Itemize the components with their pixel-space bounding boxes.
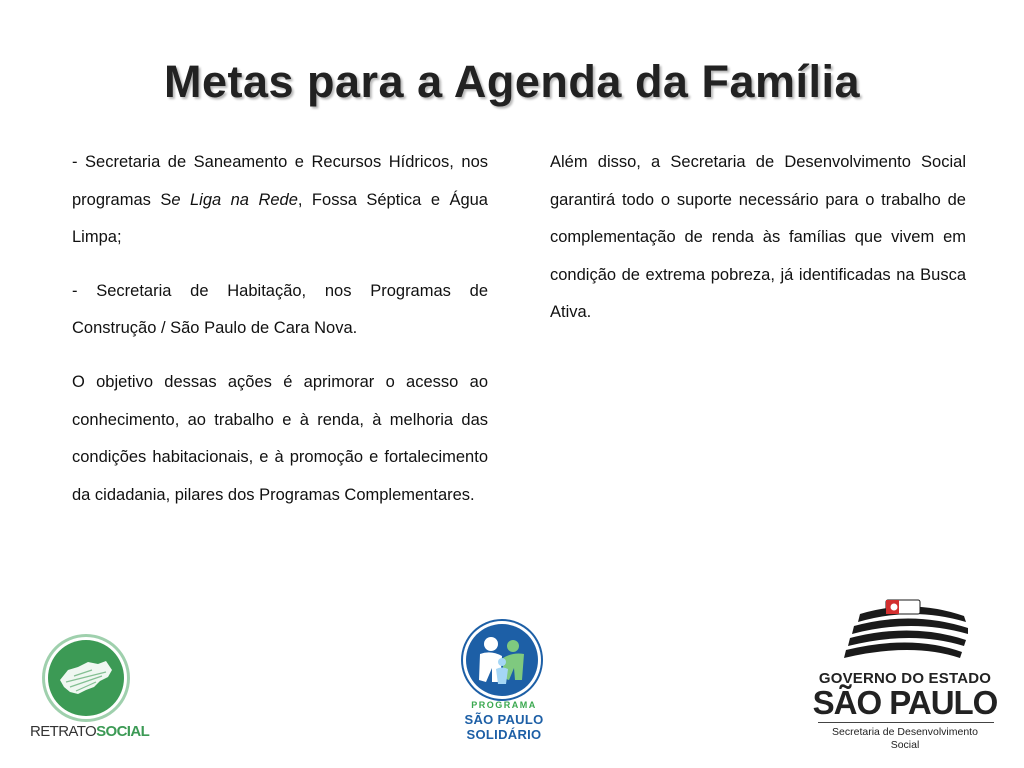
paragraph-objetivo: O objetivo dessas ações é aprimorar o acesso ao conhecimento, ao trabalho e à renda, à melhoria das condições habitacionais, e à promoção e fortalecimento da cidadania, pilares dos Programas Complementares. — [72, 372, 488, 504]
logo-divider — [818, 722, 994, 723]
secretaria-label — [812, 726, 998, 752]
sao-paulo-label: SÃO PAULO — [464, 712, 544, 727]
paragraph-saneamento-end: , Fossa Séptica e Água Limpa; — [72, 190, 488, 247]
solidario-label: SOLIDÁRIO — [466, 727, 542, 742]
paragraph-saneamento — [72, 144, 488, 257]
secretaria-line-1: Secretaria de Desenvolvimento — [832, 726, 978, 738]
paragraph-habitacao: - Secretaria de Habitação, nos Programas de Construção / São Paulo de Cara Nova. — [72, 281, 488, 338]
paragraph-saneamento-start: - Secretaria de Saneamento e Recursos Hídricos, nos programas S — [72, 153, 488, 209]
retrato-word: RETRATO — [30, 723, 97, 740]
paragraph-desenvolvimento-social: Além disso, a Secretaria de Desenvolvimento Social garantirá todo o suporte necessário para o trabalho de complementação de renda às famílias que vivem em condição de extrema pobreza, já identificadas na Busca Ativa. — [550, 153, 966, 322]
sao-paulo-wordmark: SÃO PAULO — [812, 684, 998, 721]
page-title: Metas para a Agenda da Família — [163, 56, 861, 108]
state-flag-emblem-icon — [842, 596, 972, 677]
governo-do-estado-label: GOVERNO DO ESTADO — [818, 670, 992, 687]
retrato-social-wordmark — [30, 723, 150, 740]
programa-label: PROGRAMA — [471, 700, 537, 710]
right-text-column — [550, 144, 966, 348]
family-figures-icon — [466, 624, 538, 696]
program-name-italic: e Liga na Rede — [171, 190, 298, 209]
left-text-column — [72, 144, 488, 530]
sao-paulo-map-icon — [48, 640, 124, 716]
governo-sao-paulo-logo — [812, 596, 998, 756]
sao-paulo-solidario-logo — [456, 622, 552, 746]
secretaria-line-2: Social — [890, 739, 920, 751]
retrato-social-logo — [30, 640, 150, 744]
social-word: SOCIAL — [96, 723, 150, 740]
